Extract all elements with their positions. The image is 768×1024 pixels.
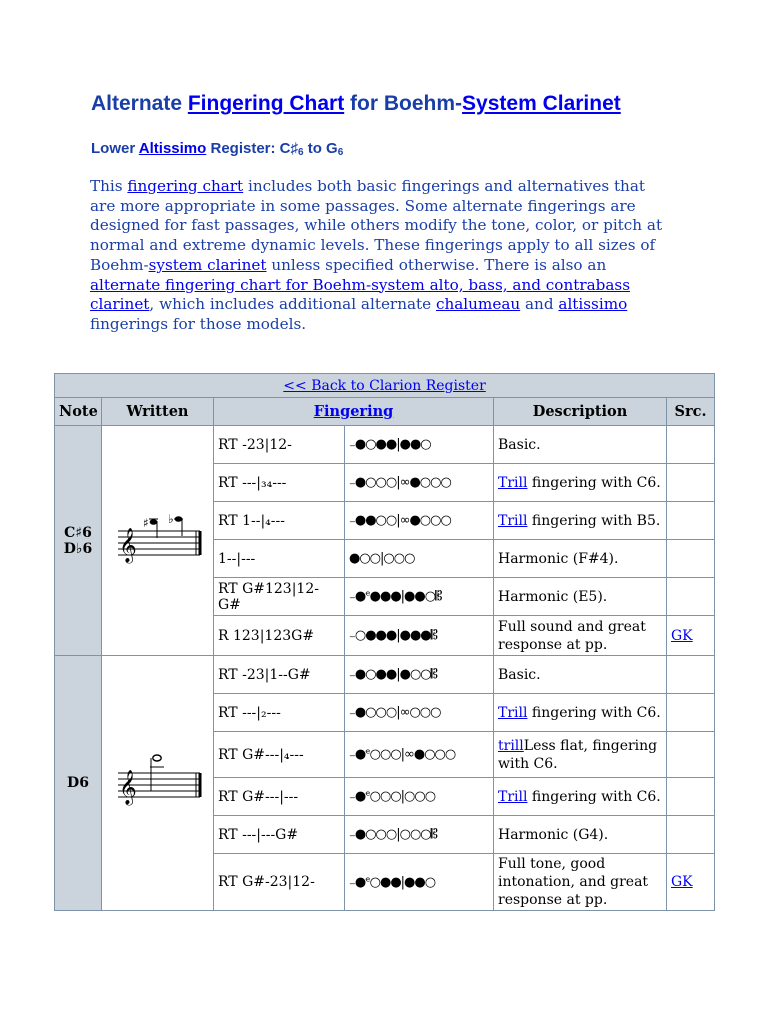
note-name-cell (55, 426, 102, 656)
svg-text:𝄞: 𝄞 (118, 527, 137, 563)
fingering-header (214, 398, 494, 426)
chalumeau-link[interactable]: chalumeau (435, 295, 521, 314)
fingering-diagram: ₋●○○○|∞○○○ (345, 694, 494, 732)
description-cell (494, 578, 667, 616)
description-cell (494, 778, 667, 816)
fingering-row (55, 656, 715, 694)
fingering-header-link[interactable]: Fingering (313, 403, 394, 420)
description-header: Description (494, 398, 667, 426)
description-text: fingering with C6. (527, 474, 661, 491)
source-cell (667, 656, 715, 694)
description-text: Full sound and great response at pp. (498, 618, 646, 653)
header-row (55, 398, 715, 426)
intro-text: unless specified otherwise. There is also an (266, 255, 607, 274)
system-clarinet-link[interactable]: System Clarinet (462, 92, 621, 115)
description-text: Basic. (498, 436, 541, 453)
intro-text: fingerings for those models. (90, 314, 307, 333)
octave-number-2: 6 (337, 147, 344, 158)
note-name-cell (55, 656, 102, 911)
fingering-code: RT ---|₃₄--- (214, 464, 345, 502)
fingering-code: R 123|123G# (214, 616, 345, 656)
fingering-diagram: ●○○|○○○ (345, 540, 494, 578)
altissimo-link[interactable]: Altissimo (138, 140, 207, 157)
description-cell (494, 502, 667, 540)
note-name: D6 (67, 775, 89, 791)
fingering-code: RT G#---|--- (214, 778, 345, 816)
fingering-code: RT ---|---G# (214, 816, 345, 854)
intro-text: This (90, 177, 128, 195)
register-subtitle (91, 140, 343, 158)
description-cell (494, 464, 667, 502)
fingering-code: RT ---|₂--- (214, 694, 345, 732)
fingering-code: RT -23|1--G# (214, 656, 345, 694)
source-cell (667, 694, 715, 732)
fingering-row (55, 426, 715, 464)
intro-text: and (520, 295, 559, 314)
source-link[interactable]: GK (671, 874, 693, 890)
fingering-code: RT -23|12- (214, 426, 345, 464)
note-name: C♯6 (64, 524, 92, 541)
fingering-diagram: ₋●○●●|●○○𝄡 (345, 656, 494, 694)
trill-link[interactable]: Trill (498, 512, 528, 529)
description-text: Harmonic (G4). (498, 826, 609, 843)
source-cell (667, 778, 715, 816)
description-text: Harmonic (E5). (498, 588, 608, 605)
staff-notation-csharp-dflat (108, 509, 208, 569)
system-clarinet-inline-link[interactable]: system clarinet (148, 255, 267, 274)
fingering-diagram: ₋●ᵉ○●●|●●○ (345, 854, 494, 911)
subtitle-text: Register: C (206, 140, 291, 157)
note-name-enharmonic: D♭6 (63, 540, 93, 557)
back-to-clarion-link[interactable]: << Back to Clarion Register (283, 377, 486, 394)
title-text-middle: for Boehm- (344, 92, 463, 115)
source-cell (667, 732, 715, 778)
fingering-code: RT G#---|₄--- (214, 732, 345, 778)
intro-text: includes both basic fingerings and alternatives that are more appropriate in some passages. Some alternate fingerings are designed for fast passages, while others modify the tone, color, or pitch at normal and extreme dynamic levels. These fingerings apply to all sizes of Boehm- (90, 177, 663, 274)
fingering-diagram: ₋●ᵉ●●●|●●○𝄡 (345, 578, 494, 616)
description-text: Less flat, fingering with C6. (498, 737, 658, 772)
title-text: Alternate (91, 92, 188, 115)
note-header: Note (55, 398, 102, 426)
fingering-chart-inline-link[interactable]: fingering chart (127, 177, 244, 195)
description-text: fingering with B5. (527, 512, 661, 529)
description-cell (494, 656, 667, 694)
fingering-table (54, 373, 715, 911)
fingering-chart-link[interactable]: Fingering Chart (187, 92, 345, 115)
octave-number: 6 (298, 147, 304, 158)
description-cell (494, 854, 667, 911)
intro-paragraph (90, 177, 675, 335)
description-text: fingering with C6. (527, 704, 661, 721)
fingering-code: RT G#123|12-G# (214, 578, 345, 616)
svg-text:♯: ♯ (142, 515, 149, 530)
source-cell (667, 854, 715, 911)
description-cell (494, 816, 667, 854)
source-cell (667, 578, 715, 616)
nav-cell (55, 374, 715, 398)
fingering-code: RT 1--|₄--- (214, 502, 345, 540)
staff-notation-d (108, 751, 208, 811)
trill-link[interactable]: trill (498, 737, 524, 754)
note-group-csharp (55, 426, 715, 656)
nav-row (55, 374, 715, 398)
description-text: Full tone, good intonation, and great response at pp. (498, 856, 649, 908)
source-cell (667, 426, 715, 464)
fingering-code: RT G#-23|12- (214, 854, 345, 911)
trill-link[interactable]: Trill (498, 474, 528, 491)
fingering-diagram: ₋●○○○|○○○𝄡 (345, 816, 494, 854)
trill-link[interactable]: Trill (498, 704, 528, 721)
trill-link[interactable]: Trill (498, 788, 528, 805)
subtitle-text-2: to G (303, 140, 338, 157)
alto-bass-chart-link[interactable]: alternate fingering chart for Boehm-system alto, bass, and contrabass clarinet (90, 275, 631, 314)
description-cell (494, 732, 667, 778)
source-cell (667, 464, 715, 502)
page-title (91, 92, 621, 116)
written-staff-cell (102, 656, 214, 911)
fingering-diagram: ₋●ᵉ○○○|∞●○○○ (345, 732, 494, 778)
note-group-d (55, 656, 715, 911)
fingering-diagram: ₋●●○○|∞●○○○ (345, 502, 494, 540)
written-header: Written (102, 398, 214, 426)
description-cell (494, 426, 667, 464)
fingering-code: 1--|--- (214, 540, 345, 578)
svg-text:♭: ♭ (167, 511, 174, 526)
fingering-diagram: ₋●○○○|∞●○○○ (345, 464, 494, 502)
written-staff-cell (102, 426, 214, 656)
source-cell (667, 540, 715, 578)
description-cell (494, 540, 667, 578)
src-header: Src. (667, 398, 715, 426)
altissimo-inline-link[interactable]: altissimo (558, 295, 628, 314)
source-cell (667, 502, 715, 540)
description-text: Harmonic (F#4). (498, 550, 619, 567)
fingering-diagram: ₋○●●●|●●●𝄡 (345, 616, 494, 656)
description-text: fingering with C6. (527, 788, 661, 805)
fingering-diagram: ₋●ᵉ○○○|○○○ (345, 778, 494, 816)
description-cell (494, 616, 667, 656)
sharp-symbol: ♯ (290, 140, 298, 157)
source-link[interactable]: GK (671, 627, 693, 644)
source-cell (667, 616, 715, 656)
intro-text: , which includes additional alternate (149, 295, 436, 314)
fingering-diagram: ₋●○●●|●●○ (345, 426, 494, 464)
source-cell (667, 816, 715, 854)
description-text: Basic. (498, 666, 541, 683)
description-cell (494, 694, 667, 732)
subtitle-prefix: Lower (91, 140, 139, 157)
svg-text:𝄞: 𝄞 (118, 770, 137, 805)
